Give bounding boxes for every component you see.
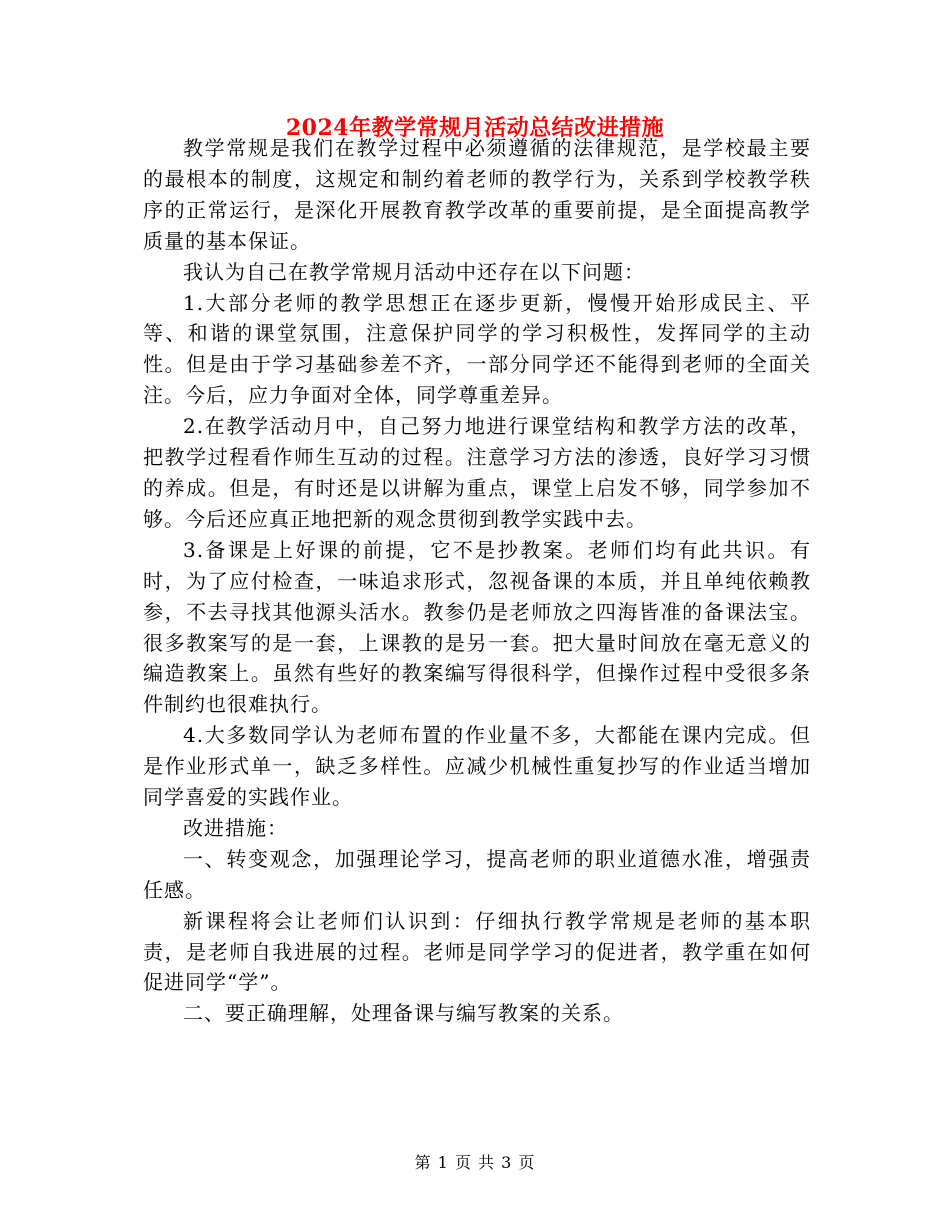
page-title: 2024年教学常规月活动总结改进措施 [285, 115, 665, 141]
paragraph-problem-4: 4.大多数同学认为老师布置的作业量不多，大都能在课内完成。但是作业形式单一，缺乏多样性。应减少机械性重复抄写的作业适当增加同学喜爱的实践作业。 [143, 723, 811, 810]
page-number-footer: 第 1 页 共 3 页 [414, 1153, 536, 1172]
paragraph-measure-2: 二、要正确理解，处理备课与编写教案的关系。 [183, 1001, 624, 1026]
paragraph-measures-heading: 改进措施： [183, 815, 288, 840]
paragraph-measure-1: 一、转变观念，加强理论学习，提高老师的职业道德水准，增强责任感。 [143, 846, 811, 902]
paragraph-measure-1-detail: 新课程将会让老师们认识到：仔细执行教学常规是老师的基本职责，是老师自我进展的过程。老师是同学学习的促进者，教学重在如何促进同学“学”。 [143, 908, 811, 995]
paragraph-problem-3: 3.备课是上好课的前提，它不是抄教案。老师们均有此共识。有时，为了应付检查，一味追求形式，忽视备课的本质，并且单纯依赖教参，不去寻找其他源头活水。教参仍是老师放之四海皆准的备课法宝。很多教案写的是一套，上课教的是另一套。把大量时间放在毫无意义的编造教案上。虽然有些好的教案编写得很科学，但操作过程中受很多条件制约也很难执行。 [143, 537, 811, 717]
paragraph-intro: 教学常规是我们在教学过程中必须遵循的法律规范，是学校最主要的最根本的制度，这规定和制约着老师的教学行为，关系到学校教学秩序的正常运行，是深化开展教育教学改革的重要前提，是全面提高教学质量的基本保证。 [143, 136, 811, 253]
paragraph-problem-2: 2.在教学活动月中，自己努力地进行课堂结构和教学方法的改革，把教学过程看作师生互动的过程。注意学习方法的渗透，良好学习习惯的养成。但是，有时还是以讲解为重点，课堂上启发不够，同学参加不够。今后还应真正地把新的观念贯彻到教学实践中去。 [143, 414, 811, 531]
paragraph-problem-1: 1.大部分老师的教学思想正在逐步更新，慢慢开始形成民主、平等、和谐的课堂氛围，注意保护同学的学习积极性，发挥同学的主动性。但是由于学习基础参差不齐，一部分同学还不能得到老师的全面关注。今后，应力争面对全体，同学尊重差异。 [143, 290, 811, 408]
document-body [143, 133, 811, 1029]
paragraph-problems-heading: 我认为自己在教学常规月活动中还存在以下问题： [183, 259, 645, 284]
